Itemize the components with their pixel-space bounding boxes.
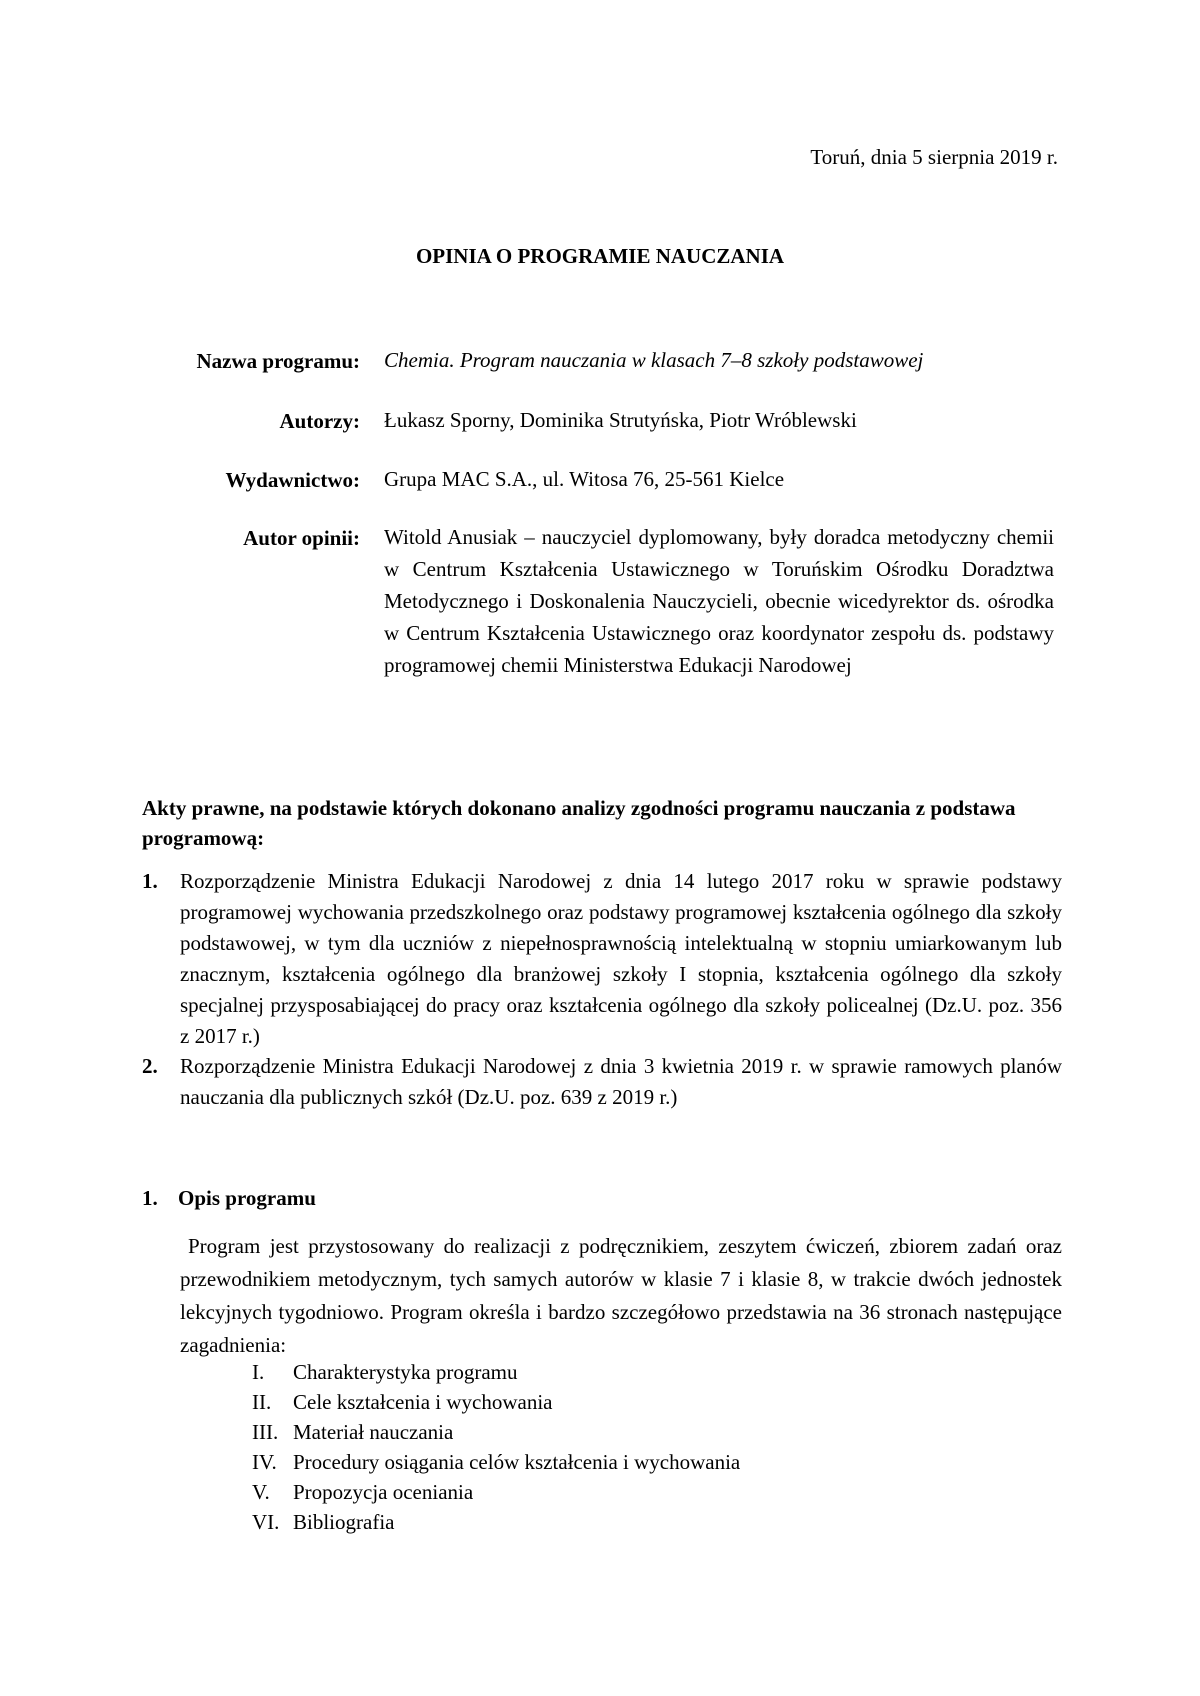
- list-item-number: I.: [252, 1360, 265, 1384]
- list-item-number: VI.: [252, 1510, 280, 1534]
- program-name-value: Chemia. Program nauczania w klasach 7–8 szkoły podstawowej: [384, 348, 924, 372]
- publisher-label: Wydawnictwo:: [225, 468, 360, 492]
- section-title: Opis programu: [178, 1186, 316, 1210]
- legal-acts-list: [142, 866, 1062, 1113]
- opinion-author-value: Witold Anusiak – nauczyciel dyplomowany, były doradca metodyczny chemii w Centrum Kształcenia Ustawicznego w Toruńskim Ośrodku Doradztwa Metodycznego i Doskonalenia Nauczycieli, obecnie wicedyrektor ds. ośrodka w Centrum Kształcenia Ustawicznego oraz koordynator zespołu ds. podstawy programowej chemii Ministerstwa Edukacji Narodowej: [384, 525, 1054, 677]
- list-item: [252, 1507, 740, 1537]
- list-item-number: III.: [252, 1420, 279, 1444]
- list-item: [252, 1417, 740, 1447]
- opinion-author-label: Autor opinii:: [243, 526, 360, 550]
- list-item-number: 1.: [142, 869, 158, 893]
- list-item: [252, 1477, 740, 1507]
- list-item-label: Propozycja oceniania: [293, 1480, 474, 1504]
- section-body: Program jest przystosowany do realizacji z podręcznikiem, zeszytem ćwiczeń, zbiorem zadań oraz przewodnikiem metodycznym, tych samych autorów w klasie 7 i klasie 8, w trakcie dwóch jednostek lekcyjnych tygodniowo. Program określa i bardzo szczegółowo przedstawia na 36 stronach następujące zagadnienia:: [180, 1234, 1062, 1357]
- list-item-number: 2.: [142, 1054, 158, 1078]
- publisher-value: Grupa MAC S.A., ul. Witosa 76, 25-561 Kielce: [384, 467, 785, 491]
- program-name-label: Nazwa programu:: [196, 349, 360, 373]
- document-title: OPINIA O PROGRAMIE NAUCZANIA: [415, 244, 785, 268]
- list-item-label: Materiał nauczania: [293, 1420, 454, 1444]
- section-heading-opis: [142, 1186, 316, 1211]
- authors-value: Łukasz Sporny, Dominika Strutyńska, Piotr Wróblewski: [384, 408, 857, 432]
- topics-list: [252, 1357, 740, 1537]
- list-item: [142, 866, 1062, 1052]
- list-item-text: Rozporządzenie Ministra Edukacji Narodowej z dnia 3 kwietnia 2019 r. w sprawie ramowych planów nauczania dla publicznych szkół (Dz.U. poz. 639 z 2019 r.): [180, 1054, 1062, 1109]
- legal-acts-heading: Akty prawne, na podstawie których dokonano analizy zgodności programu nauczania z podstawa programową:: [142, 796, 1016, 850]
- document-date: Toruń, dnia 5 sierpnia 2019 r.: [810, 145, 1058, 169]
- list-item-label: Cele kształcenia i wychowania: [293, 1390, 553, 1414]
- list-item-text: Rozporządzenie Ministra Edukacji Narodowej z dnia 14 lutego 2017 roku w sprawie podstawy programowej wychowania przedszkolnego oraz podstawy programowej kształcenia ogólnego dla szkoły podstawowej, w tym dla uczniów z niepełnosprawnością intelektualną w stopniu umiarkowanym lub znacznym, kształcenia ogólnego dla branżowej szkoły I stopnia, kształcenia ogólnego dla szkoły specjalnej przysposabiającej do pracy oraz kształcenia ogólnego dla szkoły policealnej (Dz.U. poz. 356 z 2017 r.): [180, 869, 1062, 1048]
- list-item: [252, 1447, 740, 1477]
- list-item: [142, 1051, 1062, 1113]
- list-item-number: V.: [252, 1480, 270, 1504]
- list-item-label: Procedury osiągania celów kształcenia i wychowania: [293, 1450, 741, 1474]
- list-item: [252, 1357, 740, 1387]
- list-item-label: Bibliografia: [293, 1510, 395, 1534]
- list-item: [252, 1387, 740, 1417]
- list-item-label: Charakterystyka programu: [293, 1360, 518, 1384]
- list-item-number: II.: [252, 1390, 272, 1414]
- section-number: 1.: [142, 1186, 158, 1210]
- authors-label: Autorzy:: [279, 409, 360, 433]
- list-item-number: IV.: [252, 1450, 277, 1474]
